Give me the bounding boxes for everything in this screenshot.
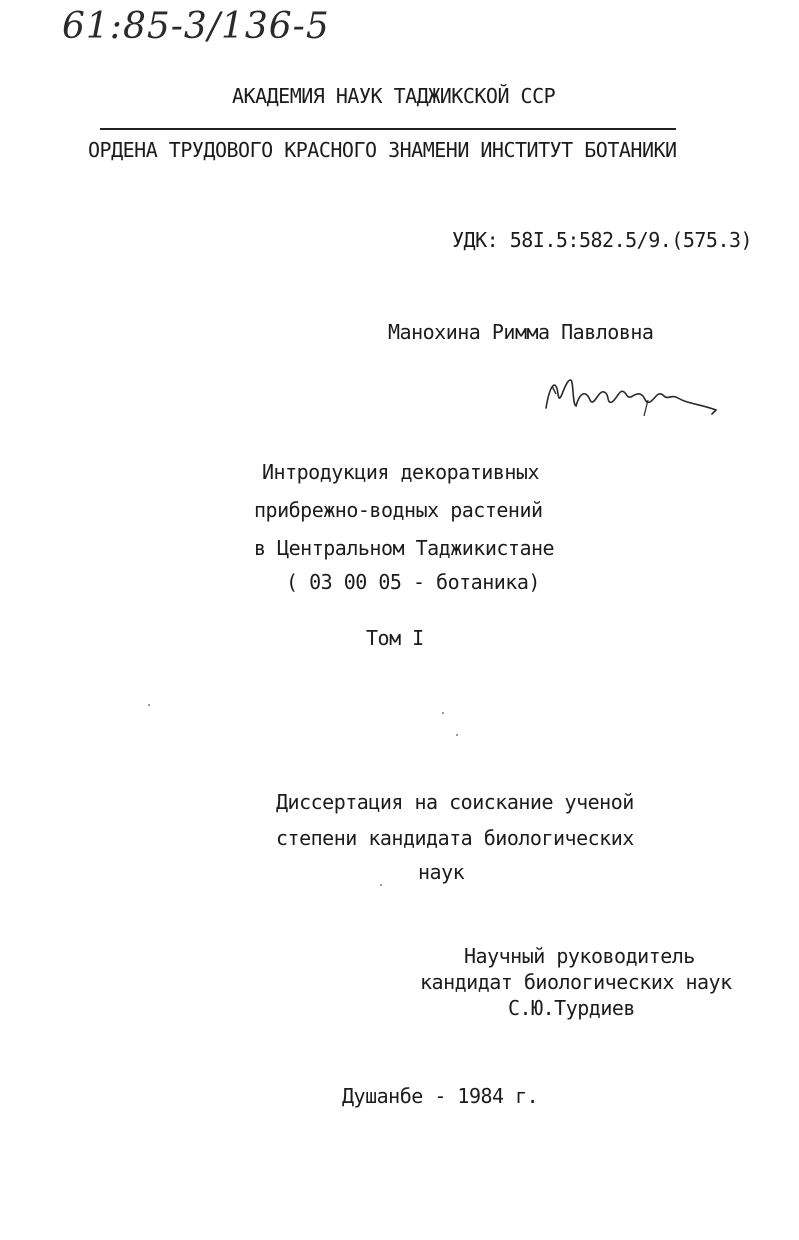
udc-code: УДК: 58I.5:582.5/9.(575.3) [452,228,753,252]
scan-speck [456,734,458,736]
title-line-2: прибрежно-водных растений [254,498,543,522]
scan-speck [442,712,444,714]
scan-speck [380,884,382,886]
volume-label: Том I [366,626,424,650]
supervisor-name: С.Ю.Турдиев [508,996,635,1020]
header-divider [100,128,676,130]
academy-heading: АКАДЕМИЯ НАУК ТАДЖИКСКОЙ ССР [232,84,556,108]
author-signature [540,364,720,424]
dissertation-line-3: наук [418,860,465,884]
institute-heading: ОРДЕНА ТРУДОВОГО КРАСНОГО ЗНАМЕНИ ИНСТИТУТ БОТАНИКИ [88,138,677,162]
archive-code-handwritten: 61:85-3/136-5 [62,6,330,47]
place-and-year: Душанбе - 1984 г. [342,1084,539,1108]
supervisor-degree: кандидат биологических наук [420,970,732,994]
author-name: Манохина Римма Павловна [388,320,654,344]
scan-speck [148,704,150,706]
dissertation-line-1: Диссертация на соискание ученой [276,790,634,814]
supervisor-role: Научный руководитель [464,944,695,968]
title-line-3: в Центральном Таджикистане [254,536,555,560]
title-line-1: Интродукция декоративных [262,460,539,484]
dissertation-line-2: степени кандидата биологических [276,826,634,850]
specialty-code: ( 03 00 05 - ботаника) [286,570,540,594]
